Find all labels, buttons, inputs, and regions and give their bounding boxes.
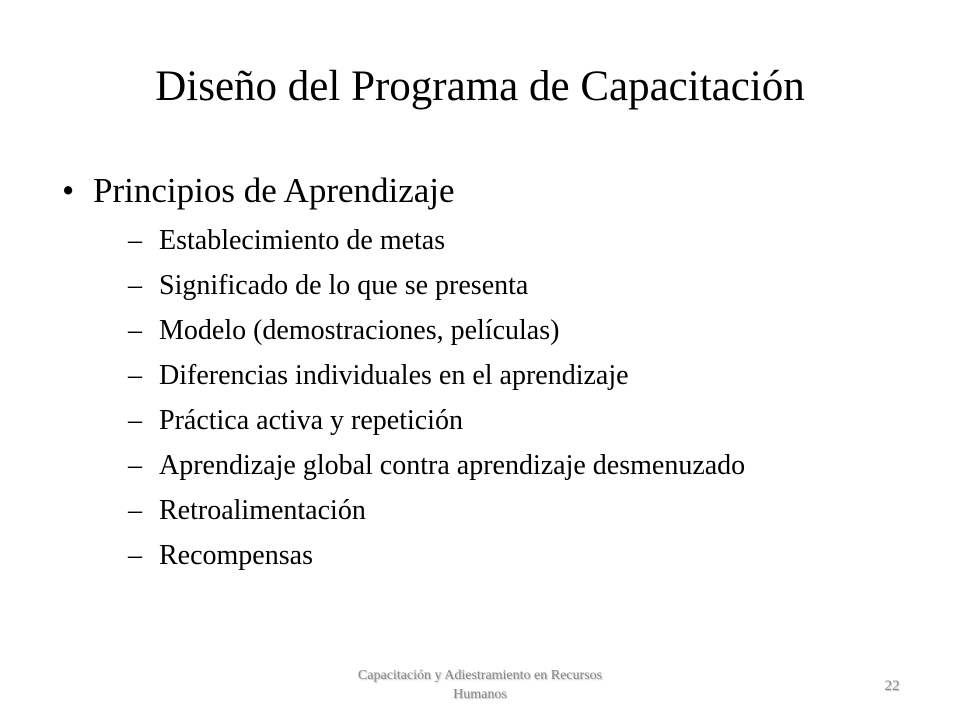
list-item-label: Recompensas: [159, 540, 313, 571]
list-item-label: Aprendizaje global contra aprendizaje desmenuzado: [159, 450, 746, 481]
dash-icon: –: [128, 225, 142, 256]
main-bullet: [62, 170, 455, 212]
list-item-label: Modelo (demostraciones, películas): [159, 315, 560, 346]
list-item-label: Práctica activa y repetición: [159, 405, 463, 436]
list-item: [128, 541, 908, 571]
footer-line-2: Humanos: [453, 687, 507, 702]
list-item: [128, 316, 908, 346]
slide-number: 22: [884, 678, 900, 694]
sub-bullet-list: [128, 226, 908, 586]
dash-icon: –: [128, 495, 142, 526]
dash-icon: –: [128, 540, 142, 571]
dash-icon: –: [128, 405, 142, 436]
list-item-label: Retroalimentación: [159, 495, 366, 526]
list-item: [128, 271, 908, 301]
dash-icon: –: [128, 270, 142, 301]
dash-icon: –: [128, 360, 142, 391]
footer-line-1: Capacitación y Adiestramiento en Recursos: [357, 668, 603, 683]
list-item-label: Significado de lo que se presenta: [159, 270, 529, 301]
main-bullet-label: Principios de Aprendizaje: [93, 171, 455, 210]
list-item: [128, 226, 908, 256]
dash-icon: –: [128, 315, 142, 346]
list-item: [128, 451, 908, 481]
list-item: [128, 406, 908, 436]
slide-title: Diseño del Programa de Capacitación: [155, 63, 805, 110]
list-item: [128, 361, 908, 391]
list-item-label: Diferencias individuales en el aprendizaje: [159, 360, 629, 391]
bullet-dot-icon: •: [62, 171, 75, 210]
footer-caption: [300, 666, 660, 704]
dash-icon: –: [128, 450, 142, 481]
list-item: [128, 496, 908, 526]
list-item-label: Establecimiento de metas: [159, 225, 446, 256]
